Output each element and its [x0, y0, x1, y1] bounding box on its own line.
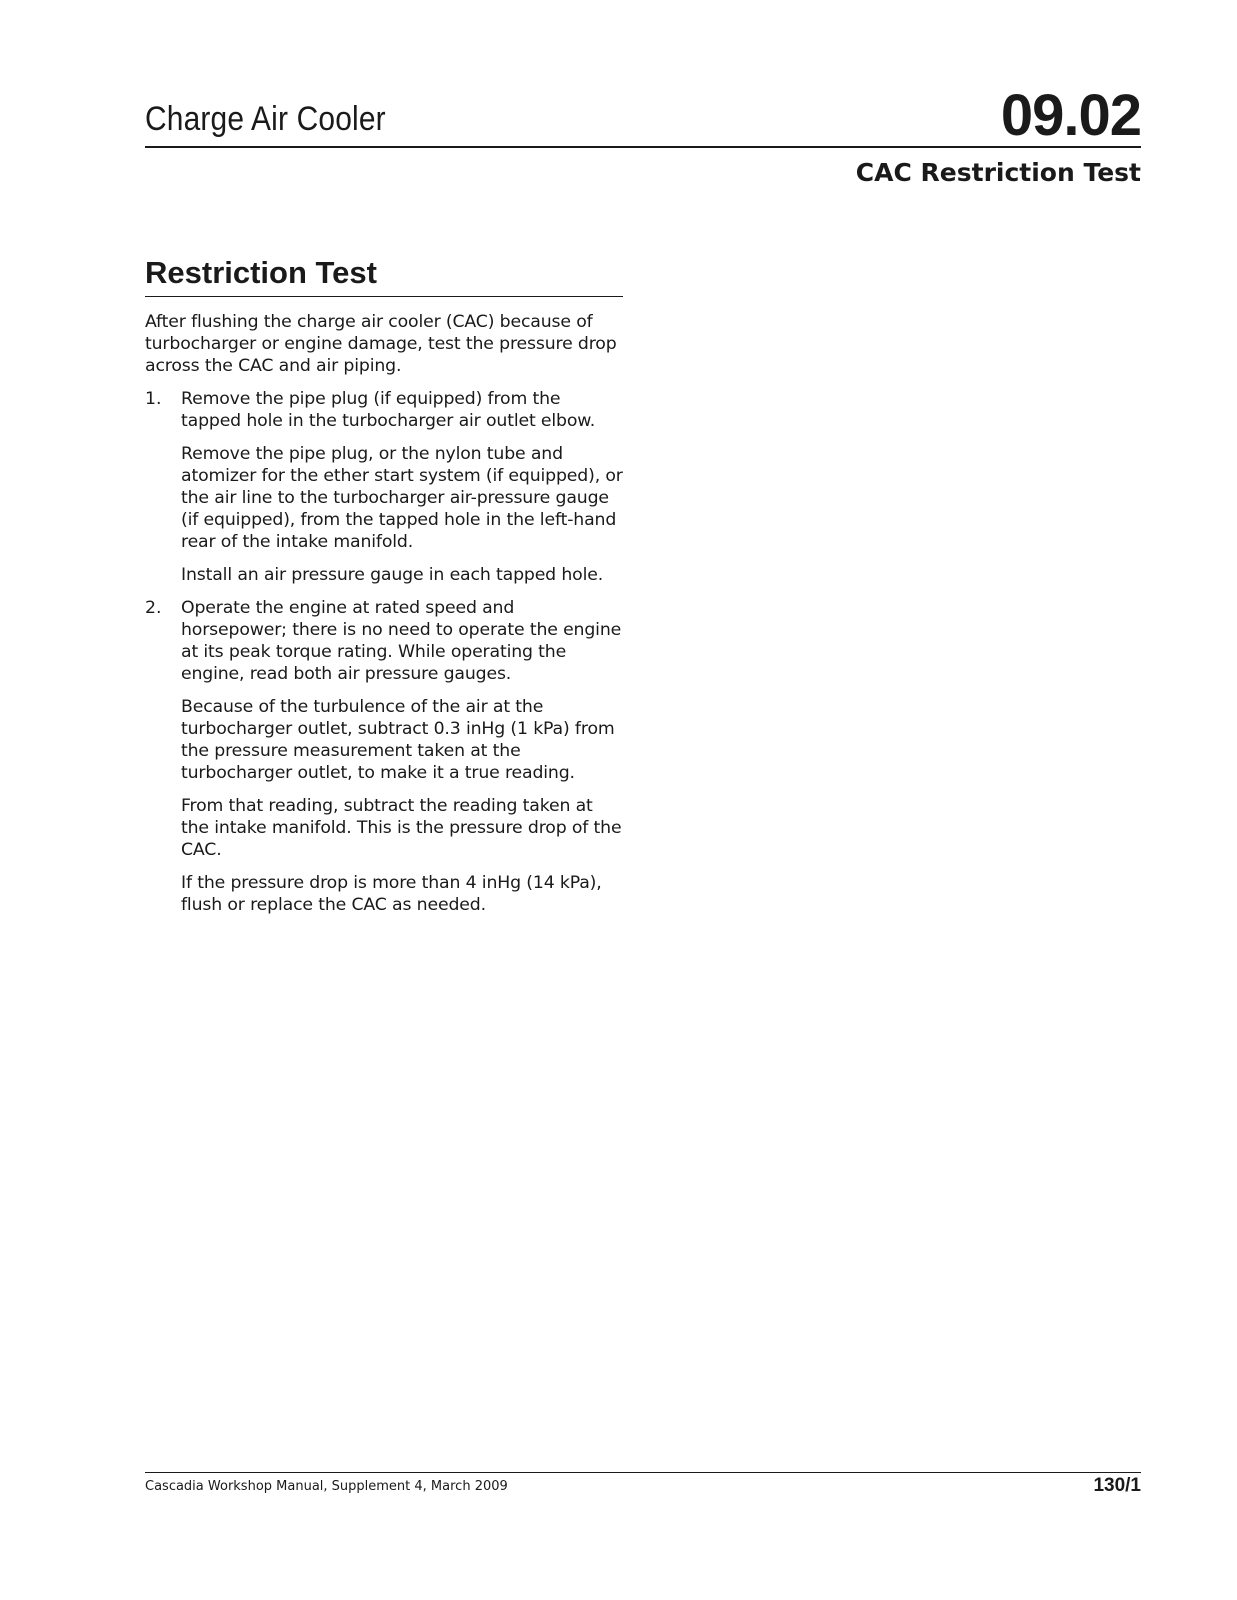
step-paragraph: From that reading, subtract the reading taken at the intake manifold. This is the pressure drop of the CAC. [181, 796, 622, 860]
step-number: 1. [145, 389, 162, 409]
content-heading: Restriction Test [145, 255, 623, 297]
page-number: 130/1 [1093, 1475, 1141, 1496]
header-divider [145, 146, 1141, 148]
step-1 [145, 388, 623, 586]
footer-divider [145, 1472, 1141, 1473]
step-paragraph: Because of the turbulence of the air at the turbocharger outlet, subtract 0.3 inHg (1 kPa) from the pressure measurement taken at the turbocharger outlet, to make it a true reading. [181, 697, 615, 783]
step-paragraph: Install an air pressure gauge in each tapped hole. [181, 565, 604, 585]
step-paragraph: If the pressure drop is more than 4 inHg (14 kPa), flush or replace the CAC as needed. [181, 873, 602, 915]
main-content [145, 255, 623, 916]
intro-paragraph: After flushing the charge air cooler (CAC) because of turbocharger or engine damage, test the pressure drop across the CAC and air piping. [145, 312, 617, 376]
section-subtitle: CAC Restriction Test [855, 158, 1141, 187]
step-2 [145, 597, 623, 916]
step-paragraph: Remove the pipe plug, or the nylon tube and atomizer for the ether start system (if equipped), or the air line to the turbocharger air-pressure gauge (if equipped), from the tapped hole in the left-hand rear of the intake manifold. [181, 444, 623, 552]
step-paragraph: Remove the pipe plug (if equipped) from the tapped hole in the turbocharger air outlet elbow. [181, 389, 596, 431]
page-title: Charge Air Cooler [145, 100, 386, 138]
section-number: 09.02 [1000, 83, 1141, 148]
step-number: 2. [145, 598, 162, 618]
step-paragraph: Operate the engine at rated speed and horsepower; there is no need to operate the engine at its peak torque rating. While operating the engine, read both air pressure gauges. [181, 598, 622, 684]
footer-text: Cascadia Workshop Manual, Supplement 4, March 2009 [145, 1479, 508, 1494]
procedure-steps [145, 388, 623, 916]
